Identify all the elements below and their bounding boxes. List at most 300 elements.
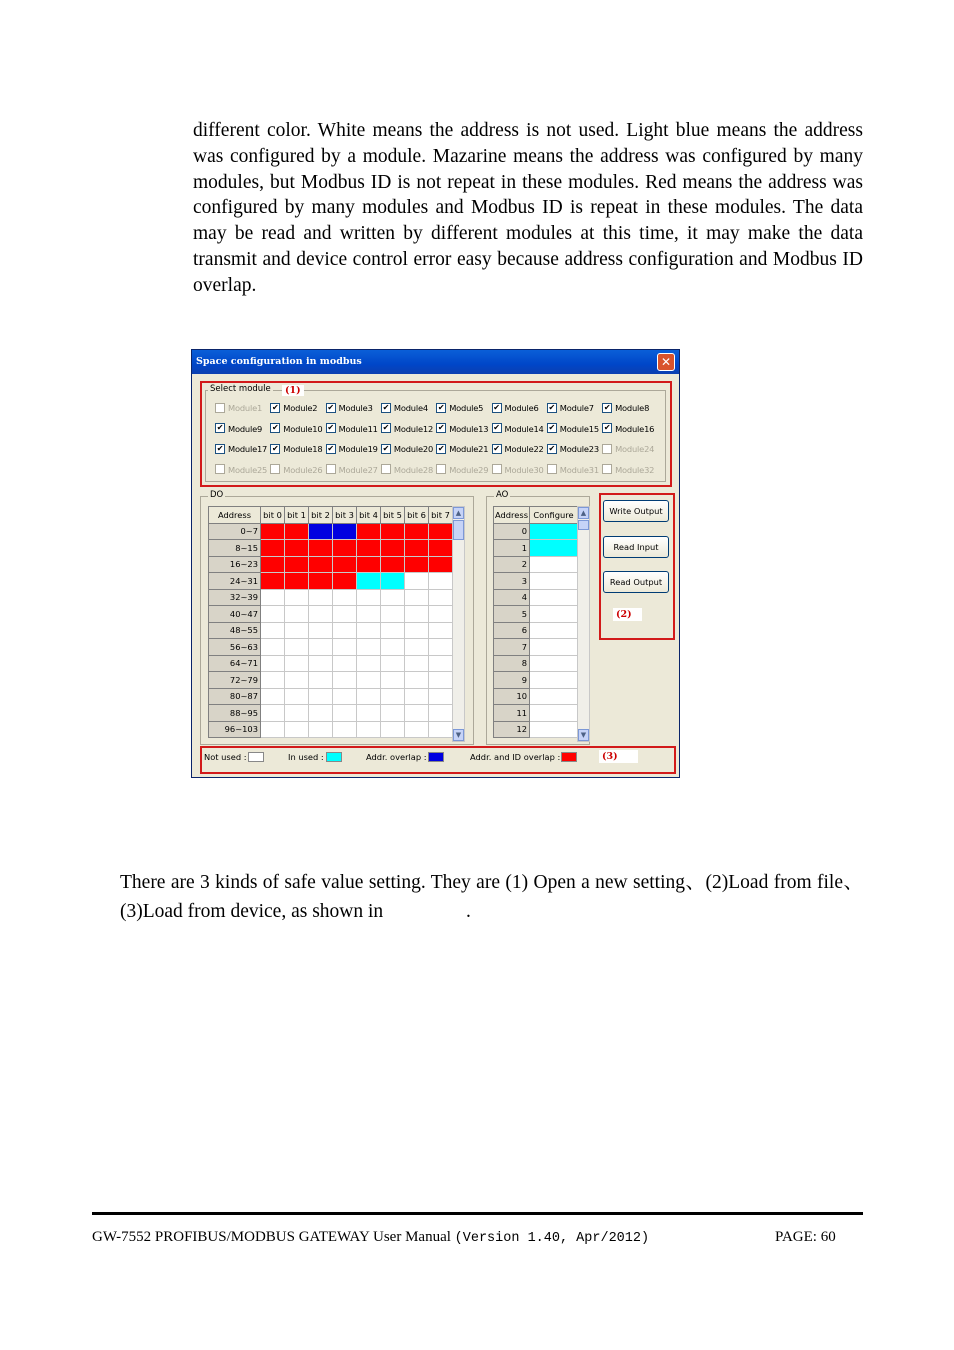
bit-cell	[357, 523, 381, 540]
configure-cell	[530, 523, 578, 540]
bit-cell	[333, 556, 357, 573]
module-label: Module24	[615, 444, 655, 454]
bit-cell	[333, 606, 357, 623]
checkbox-unchecked-icon	[436, 464, 446, 474]
bit-cell	[381, 523, 405, 540]
bit-cell	[357, 655, 381, 672]
configure-cell	[530, 556, 578, 573]
module-label: Module2	[283, 403, 318, 413]
module-label: Module28	[393, 464, 434, 475]
module-label: Module26	[283, 464, 323, 475]
bit-cell	[261, 622, 285, 639]
write-output-button[interactable]: Write Output	[603, 500, 669, 522]
row-address: 7	[494, 639, 530, 656]
checkbox-checked-icon[interactable]: ✔	[272, 423, 279, 432]
bit-cell	[429, 639, 453, 656]
scroll-thumb[interactable]	[578, 520, 589, 530]
bit-cell	[429, 721, 453, 738]
table-row	[209, 655, 453, 672]
bit-cell	[381, 540, 405, 557]
row-address: 56~63	[209, 639, 261, 656]
checkbox-checked-icon[interactable]: ✔	[493, 423, 500, 432]
bit-cell	[357, 622, 381, 639]
table-row	[209, 705, 453, 722]
checkbox-unchecked-icon	[326, 464, 336, 474]
column-header: bit 3	[333, 507, 357, 524]
checkbox-checked-icon[interactable]: ✔	[603, 423, 611, 432]
table-row	[494, 688, 578, 705]
table-row	[494, 556, 578, 573]
bit-cell	[309, 556, 333, 573]
module-checkbox[interactable]	[381, 424, 437, 436]
module-checkbox[interactable]	[326, 444, 382, 456]
bit-cell	[357, 573, 381, 590]
module-label: Module32	[615, 464, 655, 475]
checkbox-checked-icon[interactable]: ✔	[382, 443, 390, 453]
footer-version: (Version 1.40, Apr/2012)	[454, 1231, 650, 1246]
bit-cell	[405, 705, 429, 722]
checkbox-unchecked-icon	[215, 464, 225, 474]
bit-cell	[261, 639, 285, 656]
bit-cell	[309, 639, 333, 656]
row-address: 48~55	[209, 622, 261, 639]
bit-cell	[261, 556, 285, 573]
bit-cell	[309, 573, 333, 590]
read-input-button[interactable]: Read Input	[603, 536, 669, 558]
bit-cell	[285, 705, 309, 722]
bit-cell	[357, 606, 381, 623]
module-checkbox[interactable]	[436, 403, 492, 415]
module-label: Module10	[283, 423, 323, 434]
marker-3: (3)	[599, 750, 638, 763]
bit-cell	[357, 705, 381, 722]
bit-cell	[309, 606, 333, 623]
bit-cell	[405, 639, 429, 656]
bit-cell	[261, 589, 285, 606]
bit-cell	[405, 540, 429, 557]
checkbox-checked-icon[interactable]: ✔	[382, 402, 390, 412]
configure-cell	[530, 655, 578, 672]
footer-manual-title	[92, 1229, 649, 1246]
paragraph-top: different color. White means the address is not used. Light blue means the address was configured by a module. Mazarine means the address was configured by many modules, but Modbus ID is not repeat in these modules. Red means the address was configured by many modules and Modbus ID is repeat in these modules. The data may be read and written by different modules at this time, it may make the data transmit and device control error easy because address configuration and Modbus ID overlap.	[193, 120, 863, 296]
module-label: Module7	[559, 403, 594, 413]
legend-addr-overlap-swatch	[428, 752, 444, 762]
bit-cell	[333, 655, 357, 672]
legend-addr-id-overlap: Addr. and ID overlap :	[470, 752, 561, 762]
module-label: Module8	[615, 403, 650, 413]
module-checkbox[interactable]	[270, 403, 326, 415]
module-label: Module11	[338, 423, 378, 434]
configure-cell	[530, 688, 578, 705]
module-label: Module3	[338, 403, 373, 413]
bit-cell	[261, 655, 285, 672]
module-checkbox	[492, 465, 548, 477]
bit-cell	[333, 672, 357, 689]
bit-cell	[333, 622, 357, 639]
checkbox-checked-icon[interactable]: ✔	[493, 402, 500, 412]
checkbox-unchecked-icon	[602, 464, 612, 474]
legend-in-used-swatch	[326, 752, 342, 762]
bit-cell	[309, 721, 333, 738]
module-checkbox	[270, 465, 326, 477]
configure-cell	[530, 589, 578, 606]
row-address: 40~47	[209, 606, 261, 623]
module-checkbox	[602, 444, 658, 456]
row-address: 32~39	[209, 589, 261, 606]
scroll-down-icon[interactable]: ▼	[453, 729, 464, 741]
table-row	[209, 639, 453, 656]
module-label: Module9	[228, 423, 263, 434]
bit-cell	[381, 589, 405, 606]
bit-cell	[429, 672, 453, 689]
row-address: 4	[494, 589, 530, 606]
checkbox-checked-icon[interactable]: ✔	[327, 423, 334, 432]
module-label: Module16	[615, 423, 655, 434]
bit-cell	[333, 705, 357, 722]
bit-cell	[333, 540, 357, 557]
bit-cell	[309, 672, 333, 689]
table-row	[494, 721, 578, 738]
checkbox-unchecked-icon	[270, 464, 280, 474]
bit-cell	[285, 622, 309, 639]
column-header: bit 6	[405, 507, 429, 524]
bit-cell	[261, 523, 285, 540]
configure-cell	[530, 622, 578, 639]
checkbox-checked-icon[interactable]: ✔	[272, 443, 279, 453]
table-row	[209, 540, 453, 557]
row-address: 8	[494, 655, 530, 672]
checkbox-unchecked-icon	[381, 464, 391, 474]
do-scrollbar[interactable]	[452, 506, 465, 742]
bit-cell	[261, 705, 285, 722]
row-address: 11	[494, 705, 530, 722]
bit-cell	[381, 622, 405, 639]
checkbox-unchecked-icon	[602, 444, 612, 454]
bit-cell	[381, 606, 405, 623]
table-row	[494, 606, 578, 623]
checkbox-checked-icon[interactable]: ✔	[272, 402, 279, 412]
bit-cell	[381, 705, 405, 722]
module-checkbox[interactable]	[547, 424, 603, 436]
module-checkbox[interactable]	[270, 444, 326, 456]
module-label: Module18	[283, 444, 323, 454]
column-header: bit 5	[381, 507, 405, 524]
bit-cell	[309, 622, 333, 639]
bit-cell	[333, 573, 357, 590]
bit-cell	[261, 606, 285, 623]
bit-cell	[429, 523, 453, 540]
checkbox-unchecked-icon	[215, 403, 225, 413]
bit-cell	[309, 705, 333, 722]
checkbox-checked-icon[interactable]: ✔	[382, 423, 390, 432]
bit-cell	[261, 672, 285, 689]
bit-cell	[333, 589, 357, 606]
bit-cell	[381, 639, 405, 656]
module-checkbox[interactable]	[326, 424, 382, 436]
module-checkbox[interactable]	[326, 403, 382, 415]
legend-in-used: In used :	[288, 752, 324, 762]
bit-cell	[429, 556, 453, 573]
table-row	[209, 556, 453, 573]
row-address: 16~23	[209, 556, 261, 573]
table-row	[494, 655, 578, 672]
column-header: Address	[209, 507, 261, 524]
module-checkbox[interactable]	[436, 424, 492, 436]
module-checkbox[interactable]	[492, 403, 548, 415]
table-row	[209, 523, 453, 540]
row-address: 10	[494, 688, 530, 705]
module-label: Module15	[559, 423, 599, 434]
module-checkbox	[602, 465, 658, 477]
module-label: Module12	[393, 423, 434, 434]
legend-not-used: Not used :	[204, 752, 247, 762]
table-row	[494, 622, 578, 639]
bit-cell	[405, 556, 429, 573]
row-address: 0~7	[209, 523, 261, 540]
marker-1: (1)	[282, 385, 304, 396]
bit-cell	[381, 721, 405, 738]
row-address: 6	[494, 622, 530, 639]
module-label: Module22	[504, 444, 544, 454]
bit-cell	[309, 589, 333, 606]
checkbox-checked-icon[interactable]: ✔	[603, 402, 611, 412]
row-address: 72~79	[209, 672, 261, 689]
table-row	[494, 523, 578, 540]
configure-cell	[530, 721, 578, 738]
module-checkbox[interactable]	[547, 444, 603, 456]
module-label: Module1	[228, 403, 263, 413]
bit-cell	[429, 622, 453, 639]
module-label: Module14	[504, 423, 544, 434]
module-checkbox[interactable]	[381, 403, 437, 415]
bit-cell	[381, 655, 405, 672]
module-checkbox	[326, 465, 382, 477]
bit-cell	[285, 606, 309, 623]
checkbox-checked-icon[interactable]: ✔	[437, 423, 445, 432]
module-checkbox[interactable]	[547, 403, 603, 415]
row-address: 64~71	[209, 655, 261, 672]
bit-cell	[405, 523, 429, 540]
footer-rule	[92, 1212, 863, 1215]
select-module-label: Select module	[210, 384, 271, 394]
bit-cell	[357, 589, 381, 606]
module-checkbox	[215, 403, 271, 415]
bit-cell	[285, 589, 309, 606]
checkbox-checked-icon[interactable]: ✔	[437, 443, 445, 453]
do-group-label: DO	[210, 490, 224, 500]
module-checkbox	[215, 465, 271, 477]
row-address: 1	[494, 540, 530, 557]
ao-grid	[493, 506, 578, 738]
table-row	[209, 622, 453, 639]
bit-cell	[357, 688, 381, 705]
bit-cell	[333, 639, 357, 656]
bit-cell	[333, 523, 357, 540]
module-checkbox	[381, 465, 437, 477]
checkbox-checked-icon[interactable]: ✔	[327, 443, 334, 453]
close-icon[interactable]: ✕	[657, 353, 675, 371]
module-label: Module29	[449, 464, 489, 475]
footer-page: PAGE: 60	[775, 1229, 836, 1245]
paragraph-bottom: There are 3 kinds of safe value setting. They are (1) Open a new setting、(2)Load from file、(3)Load from device, as shown in .	[120, 872, 863, 922]
configure-cell	[530, 573, 578, 590]
table-row	[209, 688, 453, 705]
checkbox-checked-icon[interactable]: ✔	[548, 402, 556, 412]
table-row	[494, 639, 578, 656]
bit-cell	[285, 721, 309, 738]
marker-2: (2)	[613, 608, 642, 621]
module-checkbox[interactable]	[492, 424, 548, 436]
bit-cell	[285, 523, 309, 540]
module-checkbox[interactable]	[215, 444, 271, 456]
column-header: Configure	[530, 507, 578, 524]
bit-cell	[333, 721, 357, 738]
bit-cell	[381, 672, 405, 689]
bit-cell	[285, 639, 309, 656]
column-header: bit 2	[309, 507, 333, 524]
checkbox-checked-icon[interactable]: ✔	[548, 423, 556, 432]
module-checkbox	[436, 465, 492, 477]
module-label: Module21	[449, 444, 489, 454]
table-header-row	[209, 507, 453, 524]
module-checkbox[interactable]	[436, 444, 492, 456]
row-address: 8~15	[209, 540, 261, 557]
row-address: 3	[494, 573, 530, 590]
module-checkbox	[547, 465, 603, 477]
scroll-up-icon[interactable]: ▲	[578, 507, 589, 519]
bit-cell	[405, 688, 429, 705]
bit-cell	[429, 573, 453, 590]
row-address: 12	[494, 721, 530, 738]
bit-cell	[261, 721, 285, 738]
configure-cell	[530, 540, 578, 557]
module-label: Module25	[228, 464, 268, 475]
table-row	[494, 672, 578, 689]
column-header: bit 0	[261, 507, 285, 524]
bit-cell	[261, 688, 285, 705]
row-address: 2	[494, 556, 530, 573]
scroll-thumb[interactable]	[453, 520, 464, 540]
bit-cell	[381, 556, 405, 573]
bit-cell	[381, 688, 405, 705]
module-checkbox[interactable]	[602, 424, 658, 436]
checkbox-checked-icon[interactable]: ✔	[548, 443, 556, 453]
table-row	[494, 540, 578, 557]
title-bar	[192, 350, 679, 374]
module-label: Module23	[559, 444, 599, 454]
bit-cell	[261, 540, 285, 557]
column-header: Address	[494, 507, 530, 524]
bit-cell	[429, 589, 453, 606]
bit-cell	[309, 540, 333, 557]
checkbox-checked-icon[interactable]: ✔	[493, 443, 500, 453]
bit-cell	[261, 573, 285, 590]
bit-cell	[357, 556, 381, 573]
bit-cell	[405, 589, 429, 606]
checkbox-unchecked-icon	[547, 464, 557, 474]
bit-cell	[405, 655, 429, 672]
checkbox-checked-icon[interactable]: ✔	[216, 423, 224, 432]
row-address: 24~31	[209, 573, 261, 590]
bit-cell	[429, 606, 453, 623]
module-label: Module4	[393, 403, 428, 413]
read-output-button[interactable]: Read Output	[603, 571, 669, 593]
checkbox-checked-icon[interactable]: ✔	[216, 443, 224, 453]
checkbox-checked-icon[interactable]: ✔	[327, 402, 334, 412]
bit-cell	[429, 688, 453, 705]
bit-cell	[285, 672, 309, 689]
configure-cell	[530, 672, 578, 689]
module-label: Module19	[338, 444, 378, 454]
row-address: 5	[494, 606, 530, 623]
ao-scrollbar[interactable]	[577, 506, 590, 742]
dialog-title: Space configuration in modbus	[196, 356, 362, 367]
module-label: Module5	[449, 403, 484, 413]
bit-cell	[357, 540, 381, 557]
module-label: Module27	[338, 464, 378, 475]
bit-cell	[285, 540, 309, 557]
configure-cell	[530, 705, 578, 722]
bit-cell	[429, 540, 453, 557]
legend-addr-overlap: Addr. overlap :	[366, 752, 427, 762]
module-label: Module13	[449, 423, 489, 434]
table-row	[209, 721, 453, 738]
bit-cell	[357, 721, 381, 738]
bit-cell	[309, 523, 333, 540]
configure-cell	[530, 639, 578, 656]
table-row	[494, 589, 578, 606]
table-row	[209, 573, 453, 590]
ao-group-label: AO	[496, 490, 509, 500]
module-checkbox[interactable]	[602, 403, 658, 415]
configure-cell	[530, 606, 578, 623]
row-address: 0	[494, 523, 530, 540]
column-header: bit 7	[429, 507, 453, 524]
module-checkbox[interactable]	[270, 424, 326, 436]
row-address: 96~103	[209, 721, 261, 738]
space-configuration-dialog	[191, 349, 680, 778]
bit-cell	[405, 573, 429, 590]
table-row	[209, 606, 453, 623]
checkbox-checked-icon[interactable]: ✔	[437, 402, 445, 412]
legend-not-used-swatch	[248, 752, 264, 762]
module-label: Module31	[559, 464, 599, 475]
table-row	[494, 573, 578, 590]
module-checkbox[interactable]	[492, 444, 548, 456]
module-checkbox[interactable]	[381, 444, 437, 456]
bit-cell	[381, 573, 405, 590]
table-header-row	[494, 507, 578, 524]
module-label: Module30	[504, 464, 544, 475]
bit-cell	[285, 556, 309, 573]
scroll-down-icon[interactable]: ▼	[578, 729, 589, 741]
table-row	[209, 589, 453, 606]
bit-cell	[405, 622, 429, 639]
module-checkbox[interactable]	[215, 424, 271, 436]
bit-cell	[309, 655, 333, 672]
bit-cell	[429, 705, 453, 722]
column-header: bit 1	[285, 507, 309, 524]
scroll-up-icon[interactable]: ▲	[453, 507, 464, 519]
column-header: bit 4	[357, 507, 381, 524]
bit-cell	[405, 672, 429, 689]
bit-cell	[357, 639, 381, 656]
footer-manual: GW-7552 PROFIBUS/MODBUS GATEWAY User Manual	[92, 1229, 451, 1245]
bit-cell	[285, 688, 309, 705]
bit-cell	[285, 655, 309, 672]
legend-addr-id-overlap-swatch	[561, 752, 577, 762]
module-label: Module17	[228, 444, 268, 454]
